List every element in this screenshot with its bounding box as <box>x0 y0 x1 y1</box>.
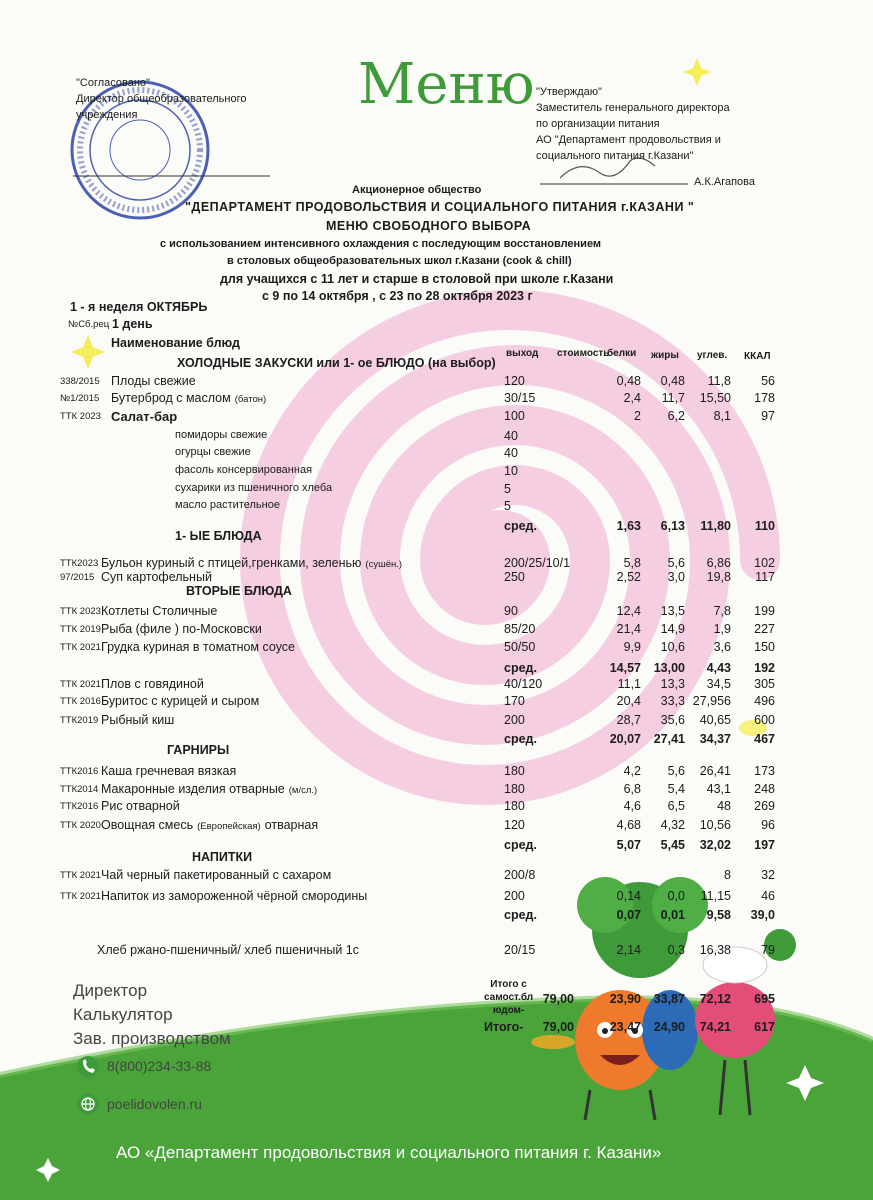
cell-k: 248 <box>754 782 775 796</box>
cell-f: 5,6 <box>667 556 685 570</box>
cell-p: 6,8 <box>623 782 641 796</box>
approval-right-line: АО "Департамент продовольствия и <box>536 134 721 146</box>
dish-name-text: Каша гречневая вязкая <box>101 764 237 778</box>
cell-out: 120 <box>504 818 525 832</box>
cell-out: 40 <box>504 429 518 443</box>
dish-name <box>101 782 317 796</box>
recipe-code: ТТК2016 <box>60 766 99 777</box>
org-type: Акционерное общество <box>352 184 482 196</box>
cell-cost: 79,00 <box>542 1020 574 1034</box>
average-label: сред. <box>504 908 537 922</box>
subtitle-line: с использованием интенсивного охлаждения с последующим восстановлением <box>160 238 602 250</box>
cell-out: 120 <box>504 374 525 388</box>
cell-f: 11,7 <box>661 391 685 405</box>
cell-k: 39,0 <box>750 908 775 922</box>
recipe-code: ТТК 2019 <box>60 624 101 635</box>
section-drinks: НАПИТКИ <box>192 850 253 864</box>
cell-p: 12,4 <box>616 604 641 618</box>
cell-k: 56 <box>761 374 775 388</box>
cell-c: 19,8 <box>706 570 731 584</box>
cell-c: 7,8 <box>713 604 731 618</box>
cell-f: 0,0 <box>667 889 685 903</box>
website-link[interactable]: poelidovolen.ru <box>107 1096 202 1112</box>
cell-c: 74,21 <box>699 1020 731 1034</box>
dish-name-note: (сушён.) <box>365 559 403 570</box>
approval-left-line: Директор общеобразовательного <box>76 93 247 105</box>
col-kcal: ККАЛ <box>744 351 771 362</box>
cell-c: 40,65 <box>699 713 731 727</box>
recipe-code: ТТК2016 <box>60 801 99 812</box>
cell-c: 8 <box>724 868 731 882</box>
approval-right-line: "Утверждаю" <box>536 86 602 98</box>
cell-k: 496 <box>754 694 775 708</box>
cell-f: 4,32 <box>660 818 685 832</box>
cell-k: 173 <box>754 764 775 778</box>
dish-name <box>175 446 251 458</box>
phone-number[interactable]: 8(800)234-33-88 <box>107 1058 212 1074</box>
cell-f: 0,01 <box>660 908 685 922</box>
cell-f: 6,2 <box>667 409 685 423</box>
cell-k: 178 <box>754 391 775 405</box>
dish-name-text: Напиток из замороженной чёрной смородины <box>101 889 368 903</box>
cell-c: 26,41 <box>699 764 731 778</box>
cell-out: 100 <box>504 409 525 423</box>
cell-f: 5,45 <box>660 838 685 852</box>
dish-name-text: Суп картофельный <box>101 570 212 584</box>
dish-name <box>101 799 180 813</box>
recipe-code: 97/2015 <box>60 572 95 583</box>
dish-name-suffix: отварная <box>264 818 319 832</box>
dish-name <box>101 677 204 691</box>
cell-k: 97 <box>761 409 775 423</box>
cell-p: 5,07 <box>616 838 641 852</box>
week-label: 1 - я неделя ОКТЯБРЬ <box>70 300 208 314</box>
menu-title: Меню <box>358 52 535 117</box>
col-fat: жиры <box>651 350 679 361</box>
date-range: с 9 по 14 октября , с 23 по 28 октября 2023 г <box>262 289 533 303</box>
dish-name-text: Хлеб ржано-пшеничный/ хлеб пшеничный 1с <box>97 943 359 957</box>
recipe-code: ТТК 2021 <box>60 642 101 653</box>
total-with-self-label <box>484 978 533 1017</box>
dish-name <box>111 409 177 424</box>
dish-name-text: Рыбный киш <box>101 713 175 727</box>
cell-p: 20,07 <box>609 732 641 746</box>
section-cold: ХОЛОДНЫЕ ЗАКУСКИ или 1- ое БЛЮДО (на выбор) <box>177 356 496 370</box>
dish-name <box>101 889 367 903</box>
dish-name-text: Рис отварной <box>101 799 180 813</box>
cell-out: 170 <box>504 694 525 708</box>
cell-f: 3,0 <box>667 570 685 584</box>
cell-out: 5 <box>504 499 511 513</box>
cell-k: 269 <box>754 799 775 813</box>
average-label: сред. <box>504 519 537 533</box>
cell-out: 30/15 <box>504 391 536 405</box>
col-protein: белки <box>607 348 637 359</box>
dish-name-text: Макаронные изделия отварные <box>101 782 285 796</box>
cell-out: 5 <box>504 482 511 496</box>
cell-f: 5,4 <box>667 782 685 796</box>
cell-c: 4,43 <box>706 661 731 675</box>
cell-f: 33,3 <box>660 694 685 708</box>
approval-block-left <box>76 75 247 123</box>
cell-out: 40 <box>504 446 518 460</box>
sign-calculator: Калькулятор <box>73 1005 173 1024</box>
cell-out: 50/50 <box>504 640 536 654</box>
total-label: Итого- <box>484 1020 524 1034</box>
cell-p: 4,6 <box>623 799 641 813</box>
cell-p: 20,4 <box>616 694 641 708</box>
recipe-col-label: №Сб.рец <box>68 319 110 330</box>
total-label-line: самост.бл <box>484 992 534 1003</box>
cell-p: 2,52 <box>616 570 641 584</box>
menu-name: МЕНЮ СВОБОДНОГО ВЫБОРА <box>326 219 532 233</box>
cell-c: 34,5 <box>706 677 731 691</box>
cell-k: 102 <box>754 556 775 570</box>
recipe-code: 338/2015 <box>60 376 100 387</box>
dish-name-text: Чай черный пакетированный с сахаром <box>101 868 332 882</box>
cell-f: 13,00 <box>653 661 685 675</box>
cell-cost: 79,00 <box>542 992 574 1006</box>
col-cost: стоимость <box>557 348 610 359</box>
cell-out: 85/20 <box>504 622 536 636</box>
cell-p: 23,47 <box>609 1020 641 1034</box>
dish-name-note: (м/сл.) <box>288 785 318 796</box>
recipe-code: ТТК 2023 <box>60 411 101 422</box>
cell-f: 33,87 <box>653 992 685 1006</box>
dish-name <box>101 556 402 570</box>
cell-p: 1,63 <box>616 519 641 533</box>
dish-name-text: Салат-бар <box>111 409 178 424</box>
cell-c: 34,37 <box>699 732 731 746</box>
cell-k: 32 <box>761 868 775 882</box>
cell-c: 32,02 <box>699 838 731 852</box>
cell-out: 40/120 <box>504 677 543 691</box>
recipe-code: ТТК2019 <box>60 715 99 726</box>
recipe-code: ТТК 2021 <box>60 870 101 881</box>
cell-c: 10,56 <box>699 818 731 832</box>
dish-name <box>101 818 318 832</box>
approval-left-line: учреждения <box>76 109 138 121</box>
cell-out: 180 <box>504 764 525 778</box>
cell-k: 46 <box>761 889 775 903</box>
phone-icon <box>77 1056 99 1078</box>
dish-name <box>175 464 312 476</box>
cell-c: 16,38 <box>699 943 731 957</box>
dish-name-note: (Европейская) <box>197 821 261 832</box>
subtitle-line: для учащихся с 11 лет и старше в столовой при школе г.Казани <box>220 272 614 286</box>
cell-p: 0,07 <box>616 908 641 922</box>
dish-name-text: Плоды свежие <box>111 374 196 388</box>
cell-p: 14,57 <box>609 661 641 675</box>
day-label: 1 день <box>112 317 153 331</box>
sign-production-head: Зав. производством <box>73 1029 231 1048</box>
cell-k: 600 <box>754 713 775 727</box>
dish-name-text: огурцы свежие <box>175 446 251 458</box>
approval-right-line: по организации питания <box>536 118 660 130</box>
approval-left-line: "Согласовано" <box>76 77 150 89</box>
cell-f: 0,48 <box>660 374 685 388</box>
cell-f: 27,41 <box>653 732 685 746</box>
dish-name <box>101 713 174 727</box>
cell-f: 6,13 <box>660 519 685 533</box>
cell-k: 227 <box>754 622 775 636</box>
footer-org-name: АО «Департамент продовольствия и социального питания г. Казани» <box>116 1143 662 1162</box>
dish-name <box>97 943 359 957</box>
cell-f: 13,3 <box>660 677 685 691</box>
dish-col-header: Наименование блюд <box>111 336 240 350</box>
dish-name <box>101 868 331 882</box>
cell-p: 2,4 <box>623 391 641 405</box>
cell-c: 48 <box>717 799 731 813</box>
dish-name <box>101 764 236 778</box>
col-carbs: углев. <box>697 350 728 361</box>
cell-out: 200 <box>504 889 525 903</box>
org-name: "ДЕПАРТАМЕНТ ПРОДОВОЛЬСТВИЯ И СОЦИАЛЬНОГО ПИТАНИЯ г.КАЗАНИ " <box>185 200 695 214</box>
total-label-line: Итого с <box>490 979 527 990</box>
cell-p: 2 <box>634 409 641 423</box>
dish-name-text: Бульон куриный с птицей,гренками, зеленью <box>101 556 362 570</box>
cell-p: 23,90 <box>609 992 641 1006</box>
cell-c: 9,58 <box>706 908 731 922</box>
cell-p: 2,14 <box>616 943 641 957</box>
approval-block-right <box>536 84 730 164</box>
dish-name-text: Буритос с курицей и сыром <box>101 694 260 708</box>
cell-c: 11,8 <box>707 374 731 388</box>
cell-f: 10,6 <box>660 640 685 654</box>
dish-name-text: Овощная смесь <box>101 818 194 832</box>
cell-out: 180 <box>504 782 525 796</box>
cell-k: 110 <box>754 519 775 533</box>
recipe-code: №1/2015 <box>60 393 100 404</box>
approver-name: А.К.Агапова <box>694 176 755 188</box>
cell-k: 117 <box>755 570 775 584</box>
cell-p: 28,7 <box>616 713 641 727</box>
recipe-code: ТТК2023 <box>60 558 99 569</box>
cell-k: 695 <box>754 992 775 1006</box>
cell-k: 79 <box>761 943 775 957</box>
cell-p: 5,8 <box>623 556 641 570</box>
average-label: сред. <box>504 732 537 746</box>
total-label-line: юдом- <box>492 1005 525 1016</box>
cell-f: 24,90 <box>653 1020 685 1034</box>
approval-right-line: Заместитель генерального директора <box>536 102 730 114</box>
cell-c: 11,15 <box>700 889 731 903</box>
recipe-code: ТТК 2020 <box>60 820 101 831</box>
cell-p: 0,14 <box>616 889 641 903</box>
dish-name <box>111 374 196 388</box>
cell-p: 21,4 <box>616 622 641 636</box>
section-second: ВТОРЫЕ БЛЮДА <box>186 584 292 598</box>
cell-k: 192 <box>754 661 775 675</box>
cell-f: 5,6 <box>667 764 685 778</box>
cell-c: 6,86 <box>706 556 731 570</box>
cell-k: 617 <box>754 1020 775 1034</box>
cell-out: 200/8 <box>504 868 536 882</box>
dish-name-text: Бутерброд с маслом <box>111 391 231 405</box>
dish-name-text: Рыба (филе ) по-Московски <box>101 622 262 636</box>
dish-name-text: сухарики из пшеничного хлеба <box>175 482 333 494</box>
dish-name <box>101 640 295 654</box>
cell-out: 90 <box>504 604 518 618</box>
cell-f: 14,9 <box>660 622 685 636</box>
dish-name-text: масло растительное <box>175 499 280 511</box>
recipe-code: ТТК 2021 <box>60 891 101 902</box>
cell-f: 13,5 <box>660 604 685 618</box>
dish-name <box>175 429 267 441</box>
cell-p: 11,1 <box>617 677 641 691</box>
dish-name-text: Котлеты Столичные <box>101 604 218 618</box>
dish-name-text: помидоры свежие <box>175 429 268 441</box>
col-output: выход <box>506 348 539 359</box>
cell-p: 4,68 <box>616 818 641 832</box>
subtitle-line: в столовых общеобразовательных школ г.Казани (cook & chill) <box>227 255 572 267</box>
approval-right-line: социального питания г.Казани" <box>536 150 694 162</box>
recipe-code: ТТК 2023 <box>60 606 101 617</box>
cell-c: 72,12 <box>699 992 731 1006</box>
dish-name-text: Плов с говядиной <box>101 677 204 691</box>
dish-name <box>101 622 262 636</box>
cell-out: 250 <box>504 570 525 584</box>
cell-c: 27,956 <box>692 694 731 708</box>
sign-director: Директор <box>73 981 148 1000</box>
cell-k: 150 <box>754 640 775 654</box>
cell-c: 1,9 <box>713 622 731 636</box>
average-label: сред. <box>504 838 537 852</box>
recipe-code: ТТК 2021 <box>60 679 101 690</box>
recipe-code: ТТК 2016 <box>60 696 101 707</box>
cell-out: 10 <box>504 464 518 478</box>
cell-k: 467 <box>754 732 775 746</box>
dish-name <box>101 570 212 584</box>
cell-out: 200/25/10/1 <box>504 556 571 570</box>
cell-p: 9,9 <box>623 640 641 654</box>
cell-c: 11,80 <box>700 519 731 533</box>
cell-k: 305 <box>754 677 775 691</box>
dish-name <box>101 694 259 708</box>
recipe-code: ТТК2014 <box>60 784 99 795</box>
globe-icon <box>77 1093 99 1115</box>
cell-c: 3,6 <box>713 640 731 654</box>
cell-c: 8,1 <box>713 409 731 423</box>
dish-name-text: фасоль консервированная <box>175 464 313 476</box>
section-first: 1- ЫЕ БЛЮДА <box>175 529 262 543</box>
dish-name <box>111 391 266 405</box>
cell-k: 96 <box>761 818 775 832</box>
dish-name-text: Грудка куриная в томатном соусе <box>101 640 296 654</box>
dish-name <box>175 482 332 494</box>
cell-c: 15,50 <box>699 391 731 405</box>
cell-c: 43,1 <box>706 782 731 796</box>
dish-name-note: (батон) <box>234 394 267 405</box>
dish-name <box>101 604 217 618</box>
cell-p: 4,2 <box>623 764 641 778</box>
cell-k: 199 <box>754 604 775 618</box>
cell-f: 35,6 <box>660 713 685 727</box>
average-label: сред. <box>504 661 537 675</box>
cell-out: 20/15 <box>504 943 536 957</box>
cell-out: 180 <box>504 799 525 813</box>
cell-out: 200 <box>504 713 525 727</box>
dish-name <box>175 499 280 511</box>
cell-f: 6,5 <box>667 799 685 813</box>
cell-k: 197 <box>754 838 775 852</box>
cell-p: 0,48 <box>616 374 641 388</box>
cell-f: 0,3 <box>667 943 685 957</box>
section-garnish: ГАРНИРЫ <box>167 743 230 757</box>
